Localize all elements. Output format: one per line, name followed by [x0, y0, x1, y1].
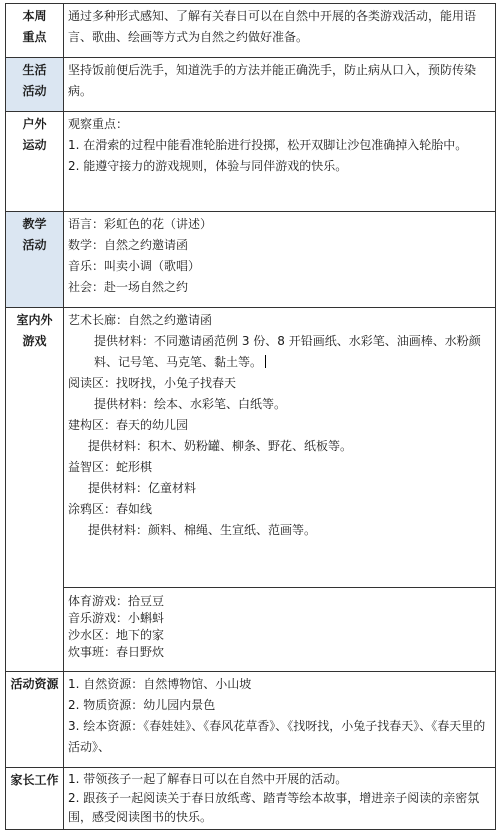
- content-activity-resources: [64, 672, 496, 768]
- game-area-materials: 提供材料：不同邀请函范例 3 份、8 开铅画纸、水彩笔、油画棒、水粉颜料、记号笔、马克笔、黏土等。: [94, 334, 481, 369]
- resource-item: 1. 自然资源：自然博物馆、小山坡: [68, 677, 252, 691]
- text-cursor: [265, 355, 266, 368]
- parent-work-item: 2. 跟孩子一起阅读关于春日放纸鸢、踏青等绘本故事，增进亲子阅读的亲密氛围，感受阅读图书的快乐。: [68, 791, 480, 824]
- label-activity-resources: 活动资源: [6, 672, 64, 768]
- content-parent-work: [64, 768, 496, 830]
- content-weekly-focus: [64, 4, 496, 58]
- game-area-materials: 提供材料：绘本、水彩笔、白纸等。: [94, 397, 287, 411]
- game-area-name: 阅读区：找呀找，小兔子找春天: [68, 376, 237, 390]
- weekly-focus-text: 通过多种形式感知、了解有关春日可以在自然中开展的各类游戏活动，能用语言、歌曲、绘画等方式为自然之约做好准备。: [68, 9, 477, 44]
- life-activity-text: 坚持饭前便后洗手，知道洗手的方法并能正确洗手，防止病从口入，预防传染病。: [68, 63, 477, 98]
- teaching-item: 音乐：叫卖小调（歌唱）: [68, 259, 201, 273]
- row-outdoor-sports: [6, 112, 496, 212]
- content-outdoor-sports: [64, 112, 496, 212]
- teaching-item: 数学：自然之约邀请函: [68, 238, 189, 252]
- content-life-activity: [64, 58, 496, 112]
- row-weekly-focus: [6, 4, 496, 58]
- resource-item: 3. 绘本资源：《春娃娃》、《春风花草香》、《找呀找，小兔子找春天》、《春天里的活动》、: [68, 719, 486, 754]
- row-life-activity: [6, 58, 496, 112]
- teaching-item: 语言：彩虹色的花（讲述）: [68, 217, 213, 231]
- game-area-name: 益智区：蛇形棋: [68, 460, 153, 474]
- content-games-indoor: [64, 308, 496, 588]
- outdoor-game-item: 体育游戏：拾豆豆: [68, 594, 165, 608]
- label-weekly-focus: 本周 重点: [6, 4, 64, 58]
- row-parent-work: [6, 768, 496, 830]
- content-games-outdoor: [64, 588, 496, 672]
- outdoor-game-item: 炊事班：春日野炊: [68, 645, 165, 659]
- label-teaching-activity: 教学 活动: [6, 212, 64, 308]
- row-activity-resources: [6, 672, 496, 768]
- outdoor-item: 1. 在滑索的过程中能看准轮胎进行投掷，松开双脚让沙包准确掉入轮胎中。: [68, 138, 468, 152]
- outdoor-game-item: 沙水区：地下的家: [68, 628, 165, 642]
- label-outdoor-sports: 户外 运动: [6, 112, 64, 212]
- game-area-materials: 提供材料：颜料、棉绳、生宣纸、范画等。: [88, 523, 317, 537]
- teaching-item: 社会：赴一场自然之约: [68, 280, 189, 294]
- row-games-outdoor: [6, 588, 496, 672]
- game-area-materials: 提供材料：积木、奶粉罐、柳条、野花、纸板等。: [88, 439, 353, 453]
- resource-item: 2. 物质资源：幼儿园内景色: [68, 698, 216, 712]
- game-area-materials: 提供材料：亿童材料: [88, 481, 197, 495]
- label-parent-work: 家长工作: [6, 768, 64, 830]
- parent-work-item: 1. 带领孩子一起了解春日可以在自然中开展的活动。: [68, 772, 348, 786]
- content-teaching-activity: [64, 212, 496, 308]
- row-games-indoor: [6, 308, 496, 588]
- row-teaching-activity: [6, 212, 496, 308]
- game-area-name: 艺术长廊：自然之约邀请函: [68, 313, 213, 327]
- game-area-name: 涂鸦区：春如线: [68, 502, 153, 516]
- outdoor-heading: 观察重点：: [68, 117, 129, 131]
- outdoor-item: 2. 能遵守接力的游戏规则，体验与同伴游戏的快乐。: [68, 159, 348, 173]
- game-area-name: 建构区：春天的幼儿园: [68, 418, 189, 432]
- weekly-plan-table: [5, 3, 496, 830]
- label-games: 室内外 游戏: [6, 308, 64, 672]
- outdoor-game-item: 音乐游戏：小蝌蚪: [68, 611, 165, 625]
- label-life-activity: 生活 活动: [6, 58, 64, 112]
